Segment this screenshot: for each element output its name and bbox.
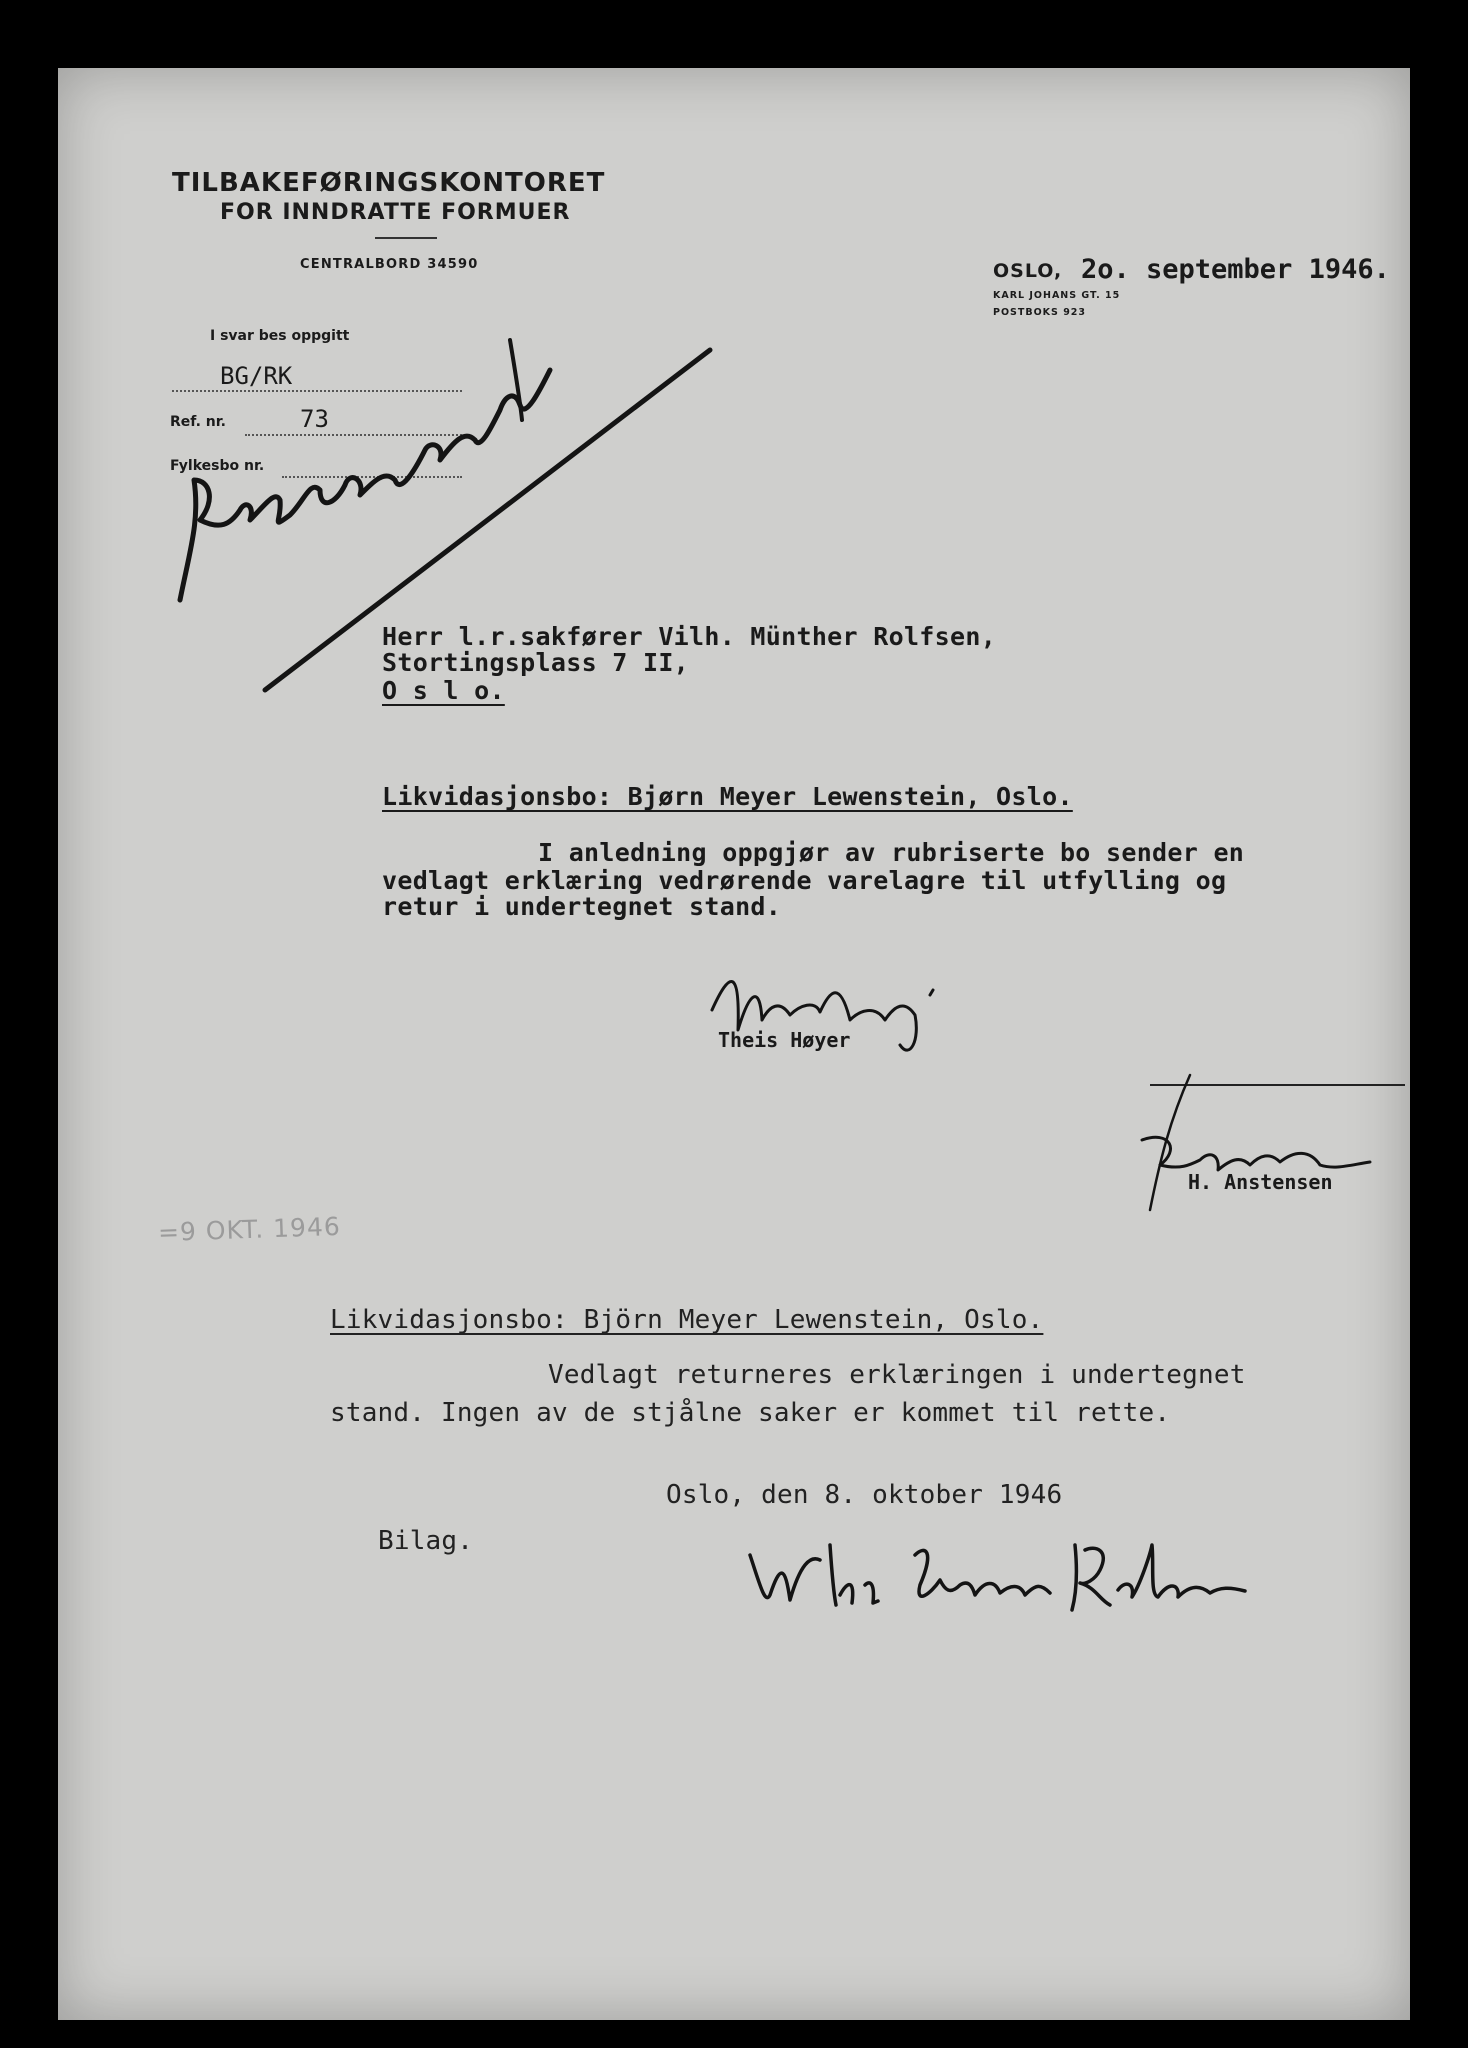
postbox-address: POSTBOKS 923 [993, 307, 1087, 318]
letter-body-line-3: retur i undertegnet stand. [382, 892, 782, 921]
organization-name: TILBAKEFØRINGSKONTORET [172, 168, 606, 198]
letter-subject: Likvidasjonsbo: Bjørn Meyer Lewenstein, Oslo. [382, 782, 1073, 811]
street-address: KARL JOHANS GT. 15 [993, 290, 1121, 301]
letter-body-line-1: I anledning oppgjør av rubriserte bo sender en [538, 838, 1245, 867]
reply-place-date: Oslo, den 8. oktober 1946 [666, 1480, 1063, 1510]
organization-subtitle: FOR INNDRATTE FORMUER [220, 200, 571, 225]
signature-wilh-munther-rolfsen [740, 1525, 1260, 1635]
signature-theis-hoyer [700, 950, 980, 1070]
reply-body-line-2: stand. Ingen av de stjålne saker er kommet til rette. [330, 1398, 1171, 1428]
reply-body-line-1: Vedlagt returneres erklæringen i undertegnet [548, 1360, 1246, 1390]
letter-body-line-2: vedlagt erklæring vedrørende varelagre til utfylling og [382, 866, 1227, 895]
ref-number-label: Ref. nr. [170, 414, 226, 430]
reply-reference-value: BG/RK [220, 362, 293, 390]
county-estate-label: Fylkesbo nr. [170, 458, 265, 474]
ref-number-value: 73 [300, 405, 329, 433]
recipient-name: Herr l.r.sakfører Vilh. Münther Rolfsen, [382, 622, 997, 651]
signer-1-name: Theis Høyer [718, 1028, 851, 1052]
reply-reference-label: I svar bes oppgitt [210, 328, 350, 344]
recipient-city: O s l o. [382, 676, 505, 705]
letter-city: OSLO, [993, 260, 1063, 282]
received-date-stamp: =9 OKT. 1946 [157, 1211, 342, 1248]
reply-subject: Likvidasjonsbo: Björn Meyer Lewenstein, Oslo. [330, 1305, 1044, 1335]
signer-2-name: H. Anstensen [1188, 1170, 1333, 1194]
letterhead-divider [375, 237, 437, 239]
reply-enclosure: Bilag. [378, 1526, 474, 1556]
letter-date: 2o. september 1946. [1081, 254, 1390, 285]
recipient-street: Stortingsplass 7 II, [382, 648, 690, 677]
telephone-line: CENTRALBORD 34590 [300, 257, 479, 272]
